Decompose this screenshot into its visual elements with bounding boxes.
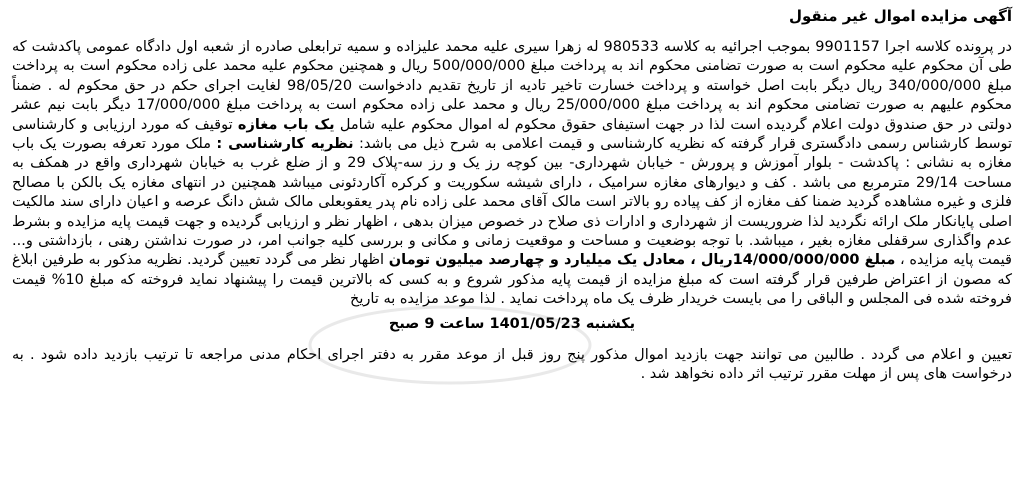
expert-opinion-label: نظریه کارشناسی : (216, 136, 354, 153)
notice-footer: تعیین و اعلام می گردد . طالبین می توانند جهت بازدید اموال مذکور پنج روز قبل از موعد مقرر به دفتر اجرای احکام مدنی مراجعه تا ترتیب بازدید داده شود . به درخواست های پس از مهلت مقرر ترتیب اثر داده نخواهد شد . (12, 346, 1012, 383)
auction-notice (12, 0, 1012, 385)
property-type-bold: یک باب مغازه (237, 116, 335, 133)
base-price-bold: مبلغ 14/000/000/000ریال ، معادل یک میلیارد و چهارصد میلیون تومان (388, 252, 896, 269)
notice-title: آگهی مزایده اموال غیر منقول (788, 7, 1012, 25)
auction-date: یکشنبه 1401/05/23 ساعت 9 صبح (388, 315, 636, 332)
notice-body (12, 38, 1012, 310)
seizure-text: توقیف که مورد ارزیابی و کارشناسی توسط کارشناس رسمی دادگستری قرار گرفته که نظریه کارشناسی و قیمت اعلامی به شرح ذیل می باشد: (12, 116, 1013, 153)
case-details-text: در پرونده کلاسه اجرا 9901157 بموجب اجرائیه به کلاسه 980533 له زهرا سیری علیه محمد علیزاده و سمیه ترابعلی صادره از شعبه اول دادگاه عمومی پاکدشت که طی آن محکوم علیه محکوم است به صورت تضامنی محکوم اند به پرداخت مبلغ 500/000/000 ریال و همچنین محکوم علیه محمد علی زاده محکوم است به پرداخت مبلغ 340/000/000 ریال دیگر بابت اصل خواسته و پرداخت خسارت تاخیر تادیه از تاریخ تقدیم دادخواست 98/05/20 لغایت اجرای حکم در حق محکوم له . ضمناً محکوم علیهم به صورت تضامنی محکوم اند به پرداخت مبلغ 25/000/000 ریال و محمد علی زاده محکوم است به پرداخت مبلغ 17/000/000 دیگر بابت نیم عشر دولتی در حق صندوق دولت اعلام گردیده است لذا در جهت استیفای حقوق محکوم له اموال محکوم علیه شامل (12, 39, 1013, 133)
auction-terms-text: اظهار نظر می گردد تعیین گردید. نظریه مذکور به طرفین ابلاغ که مصون از اعتراض طرفین قرار گرفته است که مبلغ مزایده از قیمت پایه مذکور شروع و به کسی که بالاترین قیمت را پیشنهاد نماید فروخته که مبلغ 10% قیمت فروخته شده فی المجلس و الباقی را می بایست خریدار ظرف یک ماه پرداخت نماید . لذا موعد مزایده به تاریخ (12, 252, 1012, 308)
property-description-text: ملک مورد تعرفه بصورت یک باب مغازه به نشانی : پاکدشت - بلوار آموزش و پرورش - خیابان شهرداری- بین کوچه رز یک و رز سه-پلاک 29 و از ضلع غرب به خیابان شهرداری واقع در همکف به مساحت 29/14 مترمربع می باشد . کف و دیوارهای مغازه سرامیک ، دارای شیشه سکوریت و کرکره آکاردئونی میباشد همچنین در انتهای مغازه یک بالکن با مصالح فلزی و غیره مشاهده گردید ضمنا کف مغازه از کف پیاده رو بالاتر است مالک آقای محمد علی زاده نام پدر یعقوبعلی مالک شش دانگ عرصه و اعیان دارای سند مالکیت اصلی پایانکار ملک ارائه نگردید لذا ضروریست از شهرداری و ادارات ذی صلاح در خصوص میزان بدهی ، اظهار نظر و ارزیابی گردیده و جهت قیمت پایه مزایده و بشرط عدم واگذاری سرقفلی مغازه بغیر ، میباشد. با توجه بوضعیت و مساحت و موقعیت زمانی و مکانی و بررسی کلیه جوانب امر، در صورت نداشتن رهنی ، بازداشتی و... قیمت پایه مزایده ، (12, 136, 1012, 269)
